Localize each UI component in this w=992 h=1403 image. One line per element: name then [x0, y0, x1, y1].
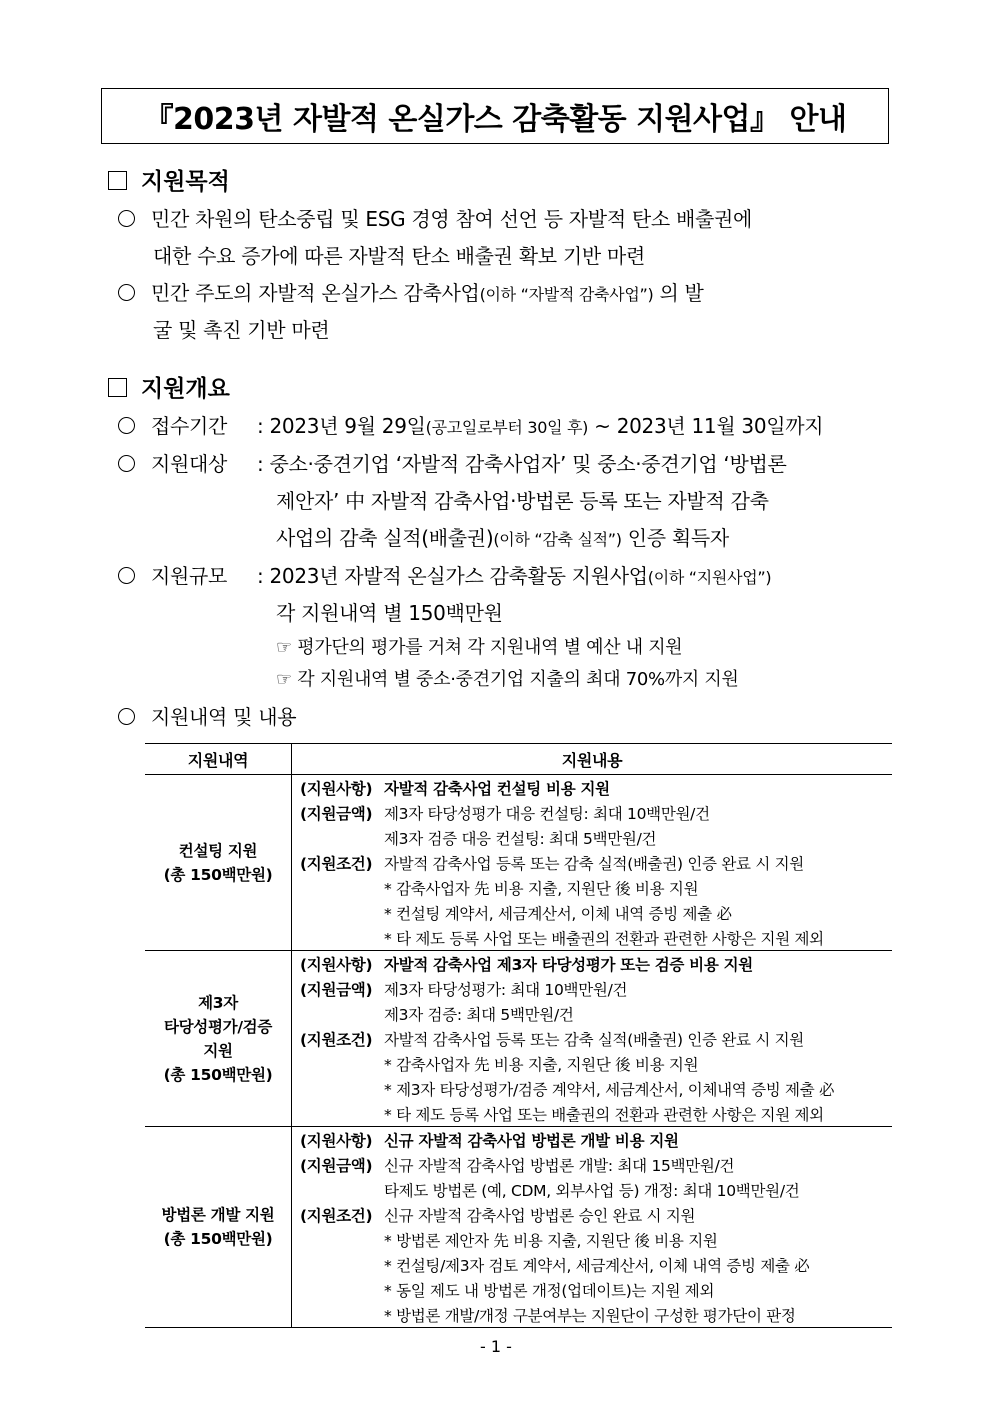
purpose-item-2-line-1: 민간 주도의 자발적 온실가스 감축사업(이하 “자발적 감축사업”) 의 발 [118, 277, 704, 306]
circle-bullet-icon [118, 417, 135, 434]
table-row [145, 951, 892, 1127]
title-box [101, 88, 889, 144]
circle-bullet-icon [118, 455, 135, 472]
table-row [145, 775, 892, 951]
table-header-row [145, 744, 892, 775]
details-row: 지원내역 및 내용 [118, 701, 296, 730]
circle-bullet-icon [118, 708, 135, 725]
table-row-category: 방법론 개발 지원 (총 150백만원) [145, 1127, 292, 1328]
period-row: 접수기간 [118, 410, 227, 439]
table-header-content: 지원내용 [292, 744, 893, 775]
checkbox-square-icon [108, 171, 127, 190]
target-line-2: 제안자’ 中 자발적 감축사업·방법론 등록 또는 자발적 감축 [276, 489, 769, 513]
circle-bullet-icon [118, 210, 135, 227]
scale-row: 지원규모 [118, 560, 227, 589]
scale-note-1: ☞ 평가단의 평가를 거쳐 각 지원내역 별 예산 내 지원 [276, 637, 683, 658]
circle-bullet-icon [118, 567, 135, 584]
page-title: 『2023년 자발적 온실가스 감축활동 지원사업』 안내 [143, 102, 847, 137]
page-number: - 1 - [480, 1337, 512, 1356]
table-row-content: (지원사항) 자발적 감축사업 제3자 타당성평가 또는 검증 비용 지원 (지원금액) 제3자 타당성평가: 최대 10백만원/건 제3자 검증: 최대 5백만원/건 (지원조건) 자발적 감축사업 등록 또는 감축 실적(배출권) 인증 완료 시 지원 * 감축사업자 先 비용 지출, 지원단 後 비용 지원 * 제3자 타당성평가/검증 계약서, 세금계산서, 이체내역 증빙 제출 必 * 타 제도 등록 사업 또는 배출권의 전환과 관련한 사항은 지원 제외 [292, 951, 893, 1127]
table-header-category: 지원내역 [145, 744, 292, 775]
target-row: 지원대상 [118, 448, 227, 477]
scale-line-2: 각 지원내역 별 150백만원 [276, 601, 503, 625]
period-value: : 2023년 9월 29일(공고일로부터 30일 후) ~ 2023년 11월 30일까지 [257, 414, 824, 438]
purpose-item-2-line-2: 굴 및 촉진 기반 마련 [153, 318, 330, 342]
scale-note-2: ☞ 각 지원내역 별 중소·중견기업 지출의 최대 70%까지 지원 [276, 669, 739, 690]
support-table [145, 743, 892, 1328]
purpose-item-1-line-1: 민간 차원의 탄소중립 및 ESG 경영 참여 선언 등 자발적 탄소 배출권에 [118, 203, 752, 232]
table-row-content: (지원사항) 자발적 감축사업 컨설팅 비용 지원 (지원금액) 제3자 타당성평가 대응 컨설팅: 최대 10백만원/건 제3자 검증 대응 컨설팅: 최대 5백만원/건 (지원조건) 자발적 감축사업 등록 또는 감축 실적(배출권) 인증 완료 시 지원 * 감축사업자 先 비용 지출, 지원단 後 비용 지원 * 컨설팅 계약서, 세금계산서, 이체 내역 증빙 제출 必 * 타 제도 등록 사업 또는 배출권의 전환과 관련한 사항은 지원 제외 [292, 775, 893, 951]
target-line-3: 사업의 감축 실적(배출권)(이하 “감축 실적”) 인증 획득자 [276, 526, 729, 550]
circle-bullet-icon [118, 284, 135, 301]
section-heading-purpose: 지원목적 [108, 163, 230, 196]
scale-line-1: : 2023년 자발적 온실가스 감축활동 지원사업(이하 “지원사업”) [257, 564, 772, 588]
table-row-content: (지원사항) 신규 자발적 감축사업 방법론 개발 비용 지원 (지원금액) 신규 자발적 감축사업 방법론 개발: 최대 15백만원/건 타제도 방법론 (예, CDM, 외부사업 등) 개정: 최대 10백만원/건 (지원조건) 신규 자발적 감축사업 방법론 승인 완료 시 지원 * 방법론 제안자 先 비용 지출, 지원단 後 비용 지원 * 컨설팅/제3자 검토 계약서, 세금계산서, 이체 내역 증빙 제출 必 * 동일 제도 내 방법론 개정(업데이트)는 지원 제외 * 방법론 개발/개정 구분여부는 지원단이 구성한 평가단이 판정 [292, 1127, 893, 1328]
table-row-category: 제3자 타당성평가/검증 지원 (총 150백만원) [145, 951, 292, 1127]
section-heading-overview: 지원개요 [108, 370, 230, 403]
table-row-category: 컨설팅 지원 (총 150백만원) [145, 775, 292, 951]
table-row [145, 1127, 892, 1328]
checkbox-square-icon [108, 378, 127, 397]
purpose-item-1-line-2: 대한 수요 증가에 따른 자발적 탄소 배출권 확보 기반 마련 [153, 244, 645, 268]
target-line-1: : 중소·중견기업 ‘자발적 감축사업자’ 및 중소·중견기업 ‘방법론 [257, 452, 787, 476]
